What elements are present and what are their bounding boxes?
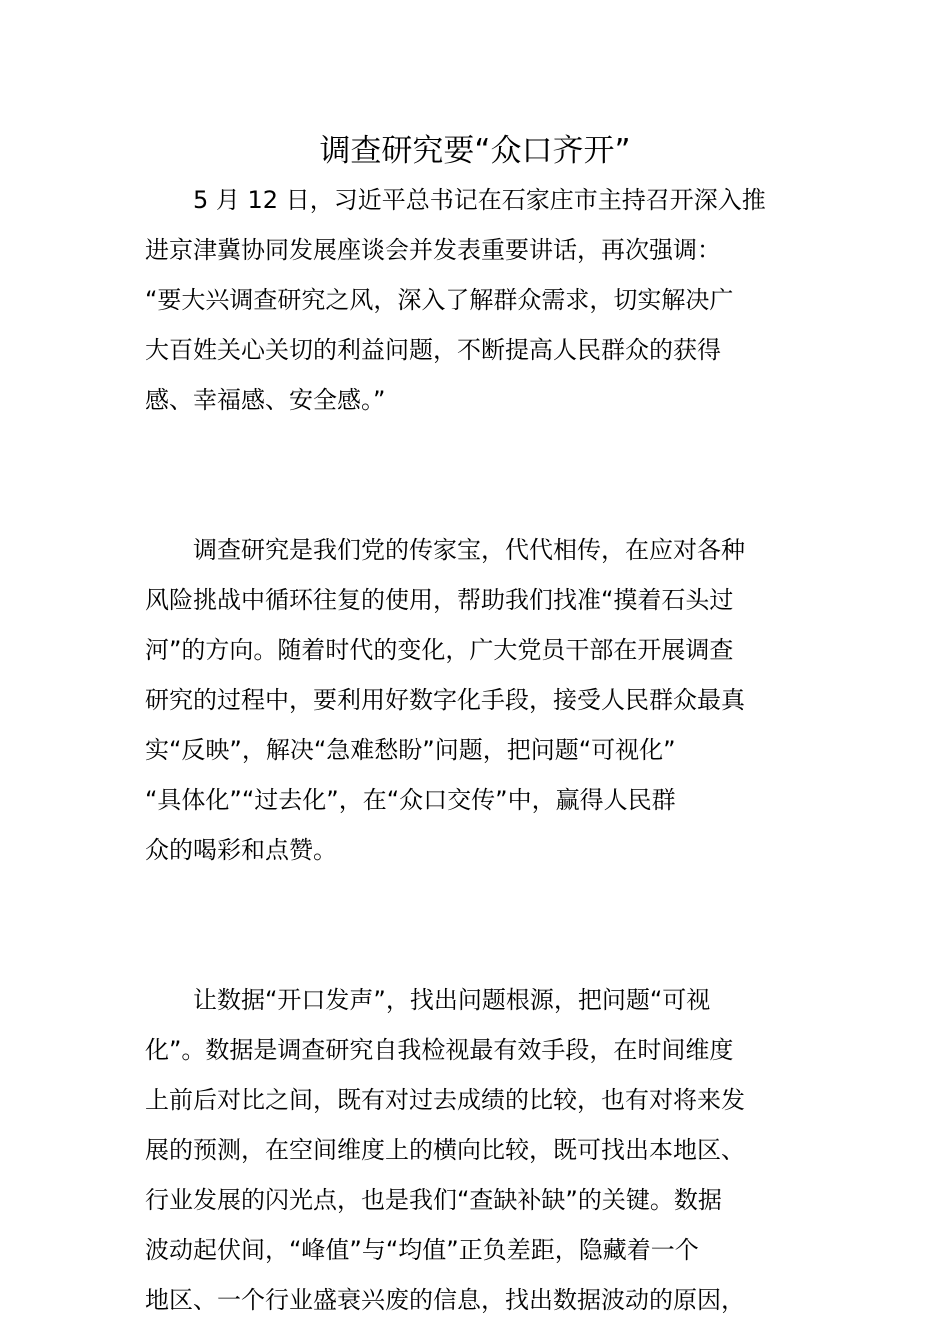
- paragraph-line: 大百姓关心关切的利益问题，不断提高人民群众的获得: [145, 336, 721, 364]
- paragraph-gap: [145, 925, 809, 975]
- paragraph-line: 实“反映”，解决“急难愁盼”问题，把问题“可视化”: [145, 736, 676, 764]
- paragraph-line: “具体化”“过去化”，在“众口交传”中，赢得人民群: [145, 786, 676, 814]
- paragraph-line: 让数据“开口发声”，找出问题根源，把问题“可视: [145, 986, 711, 1014]
- paragraph-line: 进京津冀协同发展座谈会并发表重要讲话，再次强调：: [145, 236, 721, 264]
- paragraph-gap: [145, 875, 809, 925]
- paragraph-line: 波动起伏间，“峰值”与“均值”正负差距，隐藏着一个: [145, 1236, 699, 1264]
- paragraph-3: [145, 975, 809, 1325]
- paragraph-line: 众的喝彩和点赞。: [145, 836, 337, 864]
- paragraph-line: “要大兴调查研究之风，深入了解群众需求，切实解决广: [145, 286, 734, 314]
- paragraph-line: 感、幸福感、安全感。”: [145, 386, 386, 414]
- paragraph-line: 展的预测，在空间维度上的横向比较，既可找出本地区、: [145, 1136, 745, 1164]
- paragraph-2: [145, 525, 809, 875]
- document-body: [145, 175, 809, 1325]
- paragraph-line: 5 月 12 日，习近平总书记在石家庄市主持召开深入推: [145, 186, 766, 214]
- paragraph-1: [145, 175, 809, 425]
- paragraph-gap: [145, 425, 809, 475]
- paragraph-gap: [145, 475, 809, 525]
- paragraph-line: 化”。数据是调查研究自我检视最有效手段，在时间维度: [145, 1036, 734, 1064]
- paragraph-line: 上前后对比之间，既有对过去成绩的比较，也有对将来发: [145, 1086, 745, 1114]
- paragraph-line: 研究的过程中，要利用好数字化手段，接受人民群众最真: [145, 686, 745, 714]
- paragraph-line: 地区、一个行业盛衰兴废的信息，找出数据波动的原因，: [145, 1286, 745, 1314]
- paragraph-line: 行业发展的闪光点，也是我们“查缺补缺”的关键。数据: [145, 1186, 722, 1214]
- paragraph-line: 调查研究是我们党的传家宝，代代相传，在应对各种: [145, 536, 745, 564]
- document-title: 调查研究要“众口齐开”: [319, 133, 631, 169]
- paragraph-line: 风险挑战中循环往复的使用，帮助我们找准“摸着石头过: [145, 586, 734, 614]
- paragraph-line: 河”的方向。随着时代的变化，广大党员干部在开展调查: [145, 636, 734, 664]
